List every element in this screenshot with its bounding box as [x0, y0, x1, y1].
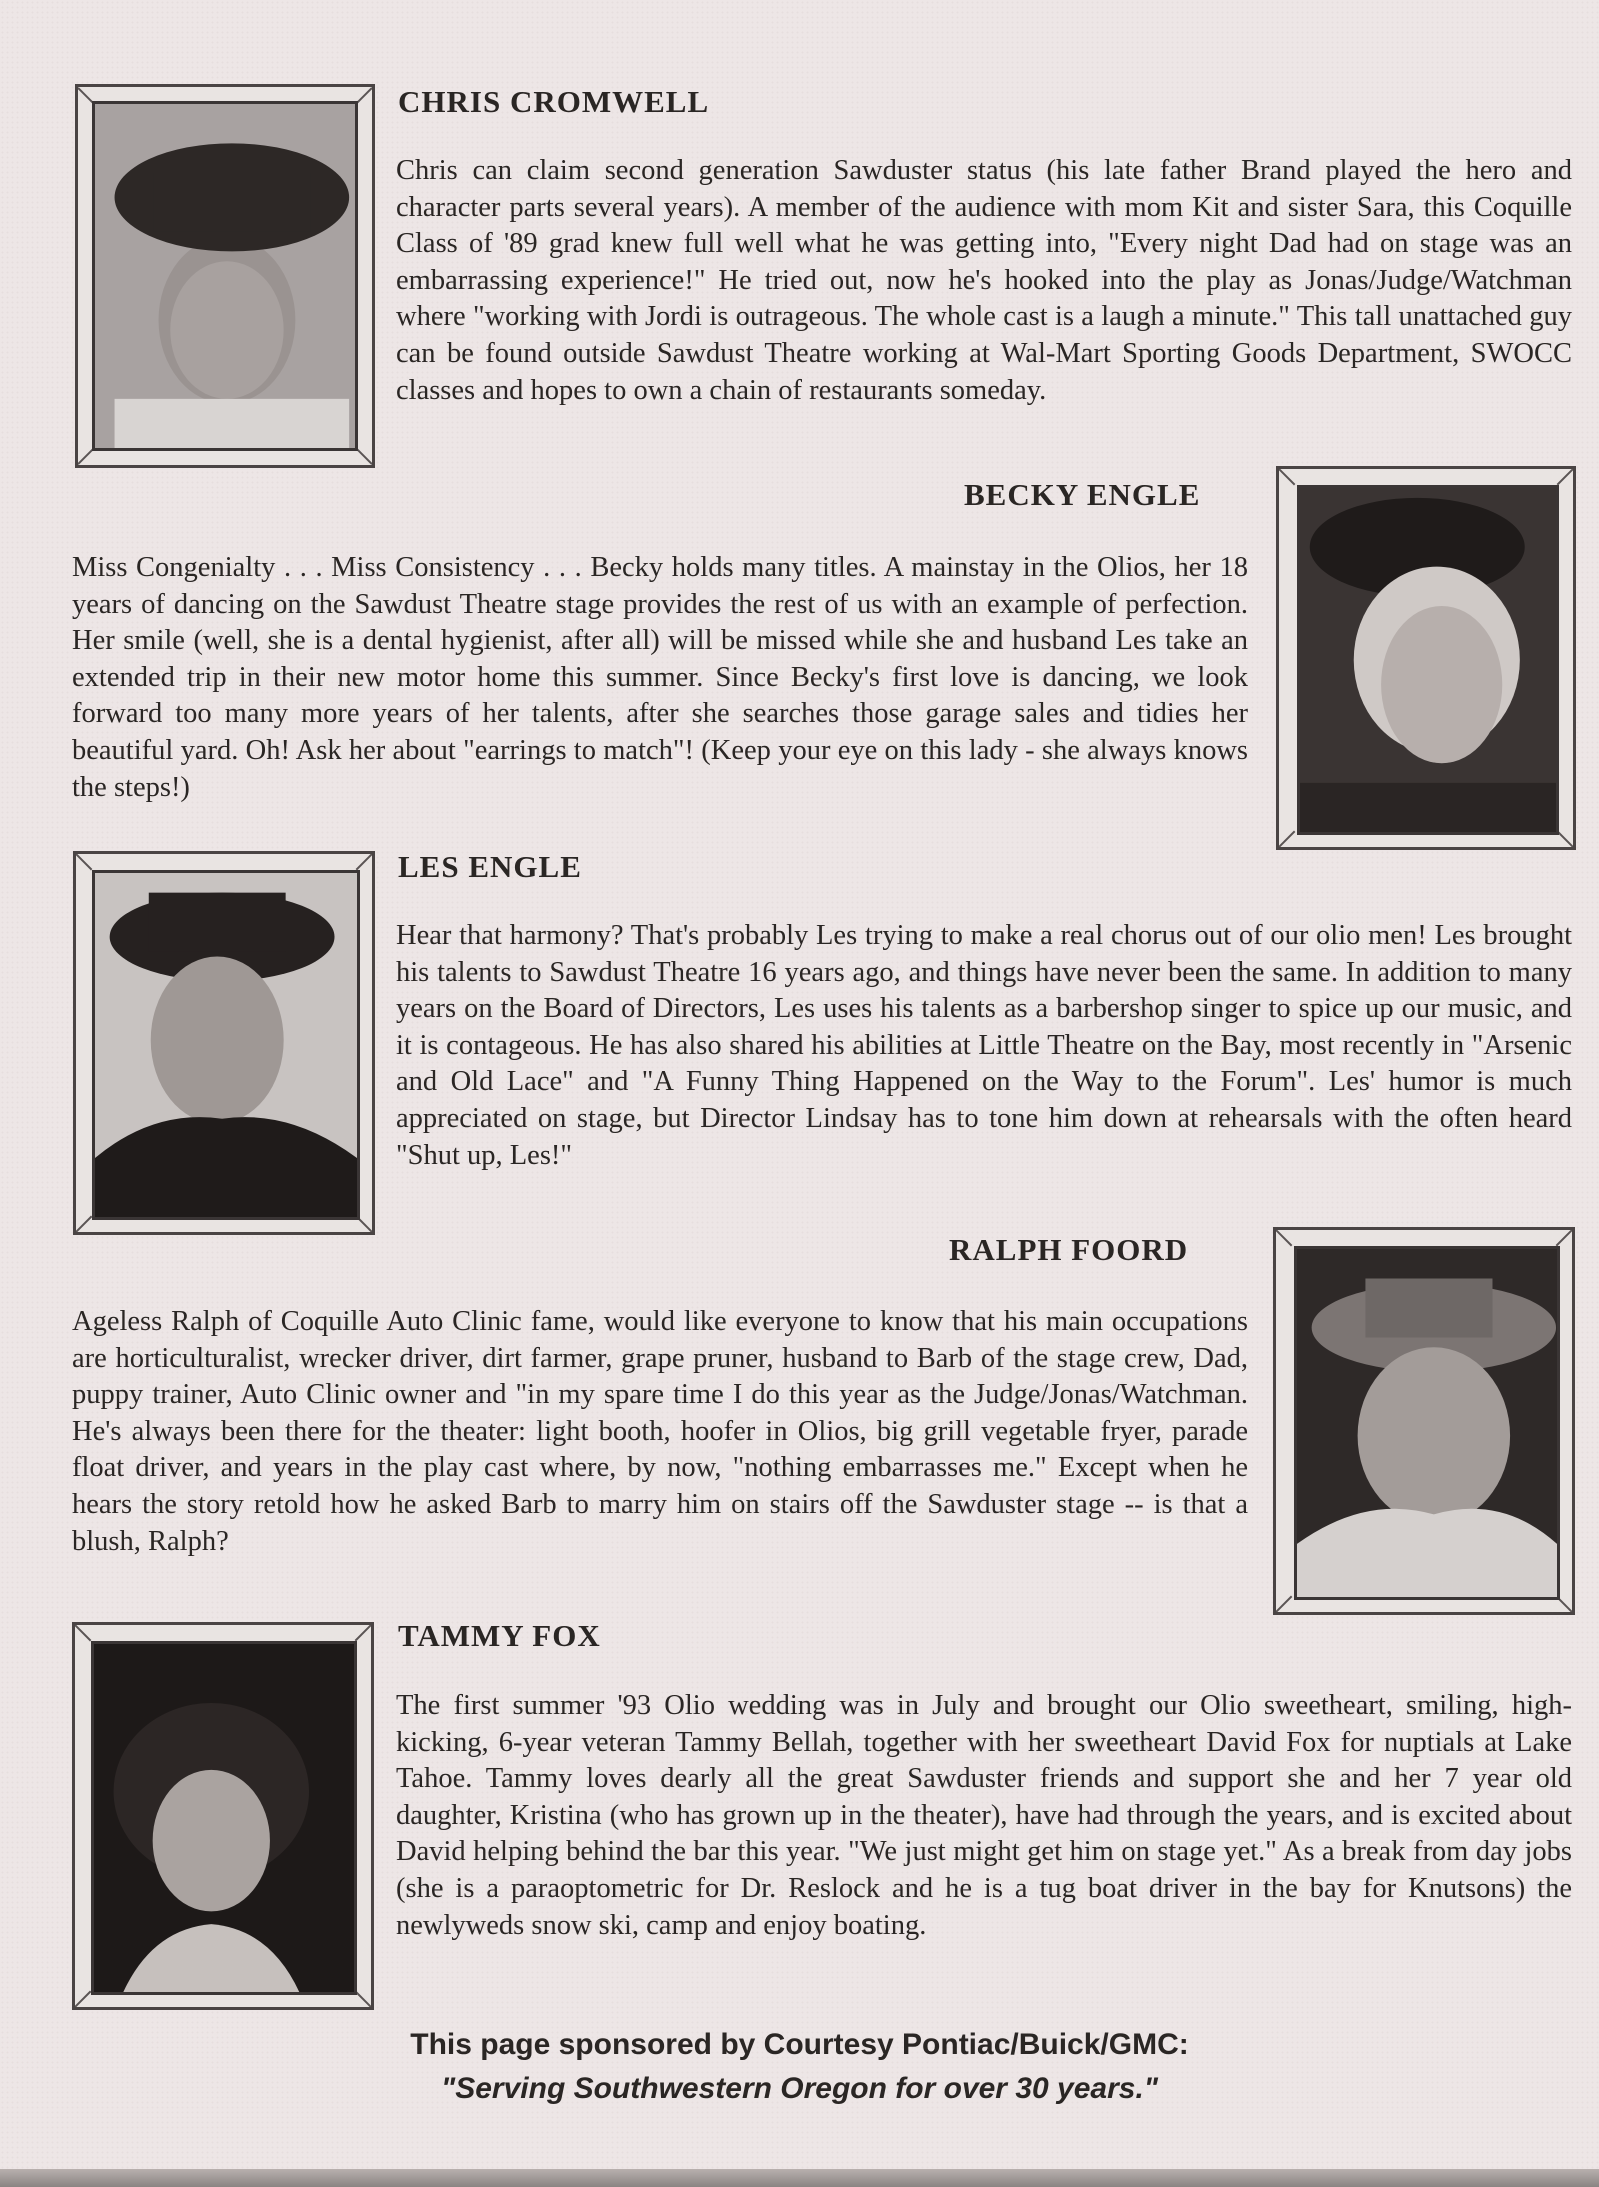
sponsor-slogan: "Serving Southwestern Oregon for over 30 years."	[441, 2072, 1158, 2105]
ralph-foord-name: RALPH FOORD	[949, 1232, 1189, 1267]
becky-engle-photo-frame	[1276, 466, 1576, 850]
les-engle-photo-frame	[73, 851, 375, 1235]
chris-cromwell-bio: Chris can claim second generation Sawduster status (his late father Brand played the hero and character parts several years). A member of the audience with mom Kit and sister Sara, this Coquille Class of '89 grad knew full well what he was getting into, "Every night Dad had on stage was an embarrassing experience!" He tried out, now he's hooked into the play as Jonas/Judge/Watchman where "working with Jordi is outrageous. The whole cast is a laugh a minute." This tall unattached guy can be found outside Sawdust Theatre working at Wal-Mart Sporting Goods Department, SWOCC classes and hopes to own a chain of restaurants someday.	[396, 155, 1572, 406]
becky-engle-bio: Miss Congenialty . . . Miss Consistency . . . Becky holds many titles. A mainstay in the Olios, her 18 years of dancing on the Sawdust Theatre stage provides the rest of us with an example of perfection. Her smile (well, she is a dental hygienist, after all) will be missed while she and husband Les take an extended trip in their new motor home this summer. Since Becky's first love is dancing, we look forward too many more years of her talents, after she searches those garage sales and tidies her beautiful yard. Oh! Ask her about "earrings to match"! (Keep your eye on this lady - she always knows the steps!)	[72, 552, 1248, 803]
ralph-foord-photo-frame	[1273, 1227, 1575, 1615]
becky-engle-photo	[1297, 485, 1559, 835]
chris-cromwell-photo	[92, 101, 358, 451]
chris-cromwell-name: CHRIS CROMWELL	[398, 84, 710, 119]
tammy-fox-photo-frame	[72, 1622, 374, 2010]
tammy-fox-name: TAMMY FOX	[398, 1618, 601, 1653]
chris-cromwell-photo-frame	[75, 84, 375, 468]
ralph-foord-bio: Ageless Ralph of Coquille Auto Clinic fame, would like everyone to know that his main occupations are horticulturalist, wrecker driver, dirt farmer, grape pruner, husband to Barb of the stage crew, Dad, puppy trainer, Auto Clinic owner and "in my spare time I do this year as the Judge/Jonas/Watchman. He's always been there for the theater: light booth, hoofer in Olios, big grill vegetable fryer, parade float driver, and years in the play cast where, by now, "nothing embarrasses me." Except when he hears the story retold how he asked Barb to marry him on stairs off the Sawduster stage -- is that a blush, Ralph?	[72, 1306, 1248, 1557]
sponsor-line: This page sponsored by Courtesy Pontiac/Buick/GMC:	[410, 2028, 1189, 2061]
ralph-foord-photo	[1294, 1246, 1560, 1600]
les-engle-bio: Hear that harmony? That's probably Les trying to make a real chorus out of our olio men! Les brought his talents to Sawdust Theatre 16 years ago, and things have never been the same. In addition to many years on the Board of Directors, Les uses his talents as a barbershop singer to spice up our music, and it is contageous. He has also shared his abilities at Little Theatre on the Bay, most recently in "Arsenic and Old Lace" and "A Funny Thing Happened on the Way to the Forum". Les' humor is much appreciated on stage, but Director Lindsay has to tone him down at rehearsals with the often heard "Shut up, Les!"	[396, 920, 1572, 1171]
becky-engle-name: BECKY ENGLE	[964, 477, 1201, 512]
les-engle-name: LES ENGLE	[398, 849, 582, 884]
tammy-fox-bio: The first summer '93 Olio wedding was in July and brought our Olio sweetheart, smiling, high-kicking, 6-year veteran Tammy Bellah, together with her sweetheart David Fox for nuptials at Lake Tahoe. Tammy loves dearly all the great Sawduster friends and support she and her 7 year old daughter, Kristina (who has grown up in the theater), have had through the years, and is excited about David helping behind the bar this year. "We just might get him on stage yet." As a break from day jobs (she is a paraoptometric for Dr. Reslock and he is a tug boat driver in the bay for Knutsons) the newlyweds snow ski, camp and enjoy boating.	[396, 1690, 1572, 1941]
page-bottom-edge	[0, 2169, 1599, 2187]
les-engle-photo	[92, 870, 360, 1220]
tammy-fox-photo	[91, 1641, 357, 1995]
